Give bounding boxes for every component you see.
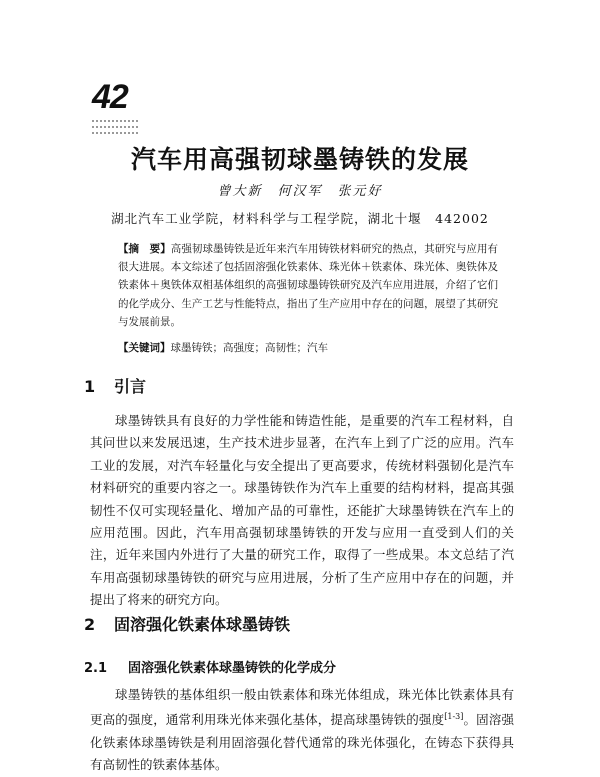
section-2-heading: [84, 612, 290, 635]
keywords: [118, 340, 328, 355]
section-2-1-text-b: 。固溶强化铁素体球墨铸铁是利用固溶强化替代通常的珠光体强化，在铸态下获得具有高韧性的铁素体基体。: [90, 712, 514, 773]
abstract-label: 【摘 要】: [118, 243, 171, 255]
keywords-text: 球墨铸铁；高强度；高韧性；汽车: [170, 342, 328, 354]
page-number-decoration: [92, 116, 138, 138]
citation-ref: [1-3]: [444, 712, 464, 722]
abstract-text: 高强韧球墨铸铁是近年来汽车用铸铁材料研究的热点，其研究与应用有很大进展。本文综述了包括固溶强化铁素体、珠光体＋铁素体、珠光体、奥铁体及铁素体＋奥铁体双相基体组织的高强韧球墨铸铁研究及汽车应用进展，介绍了它们的化学成分、生产工艺与性能特点，指出了生产应用中存在的问题，展望了其研究与发展前景。: [118, 243, 499, 328]
abstract: [118, 240, 498, 331]
section-2-1-text-a: 球墨铸铁的基体组织一般由铁素体和珠光体组成，珠光体比铁素体具有更高的强度，通常利用珠光体来强化基体，提高球墨铸铁的强度: [90, 687, 514, 728]
section-2-1-number: 2.1: [84, 661, 108, 676]
authors: 曾大新 何汉军 张元好: [217, 184, 383, 199]
section-2-1-heading: [84, 657, 336, 676]
section-2-number: 2: [84, 615, 96, 634]
paper-title: 汽车用高强韧球墨铸铁的发展: [130, 145, 469, 174]
section-2-1-title: 固溶强化铁素体球墨铸铁的化学成分: [128, 661, 337, 676]
section-2-1-paragraph: [90, 684, 514, 777]
keywords-label: 【关键词】: [118, 342, 171, 354]
affiliation: 湖北汽车工业学院，材料科学与工程学院，湖北十堰 442002: [111, 211, 489, 226]
section-1-heading: [84, 374, 146, 397]
section-1-title: 引言: [114, 377, 147, 396]
section-1-number: 1: [84, 377, 96, 396]
section-2-title: 固溶强化铁素体球墨铸铁: [114, 615, 291, 634]
section-1-paragraph: 球墨铸铁具有良好的力学性能和铸造性能，是重要的汽车工程材料，自其问世以来发展迅速，生产技术进步显著，在汽车上到了广泛的应用。汽车工业的发展，对汽车轻量化与安全提出了更高要求，传统材料强韧化是汽车材料研究的重要内容之一。球墨铸铁作为汽车上重要的结构材料，提高其强韧性不仅可实现轻量化、增加产品的可靠性，还能扩大球墨铸铁在汽车上的应用范围。因此，汽车用高强韧球墨铸铁的开发与应用一直受到人们的关注，近年来国内外进行了大量的研究工作，取得了一些成果。本文总结了汽车用高强韧球墨铸铁的研究与应用进展，分析了生产应用中存在的问题，并提出了将来的研究方向。: [90, 413, 514, 608]
page-number: 42: [92, 78, 128, 116]
